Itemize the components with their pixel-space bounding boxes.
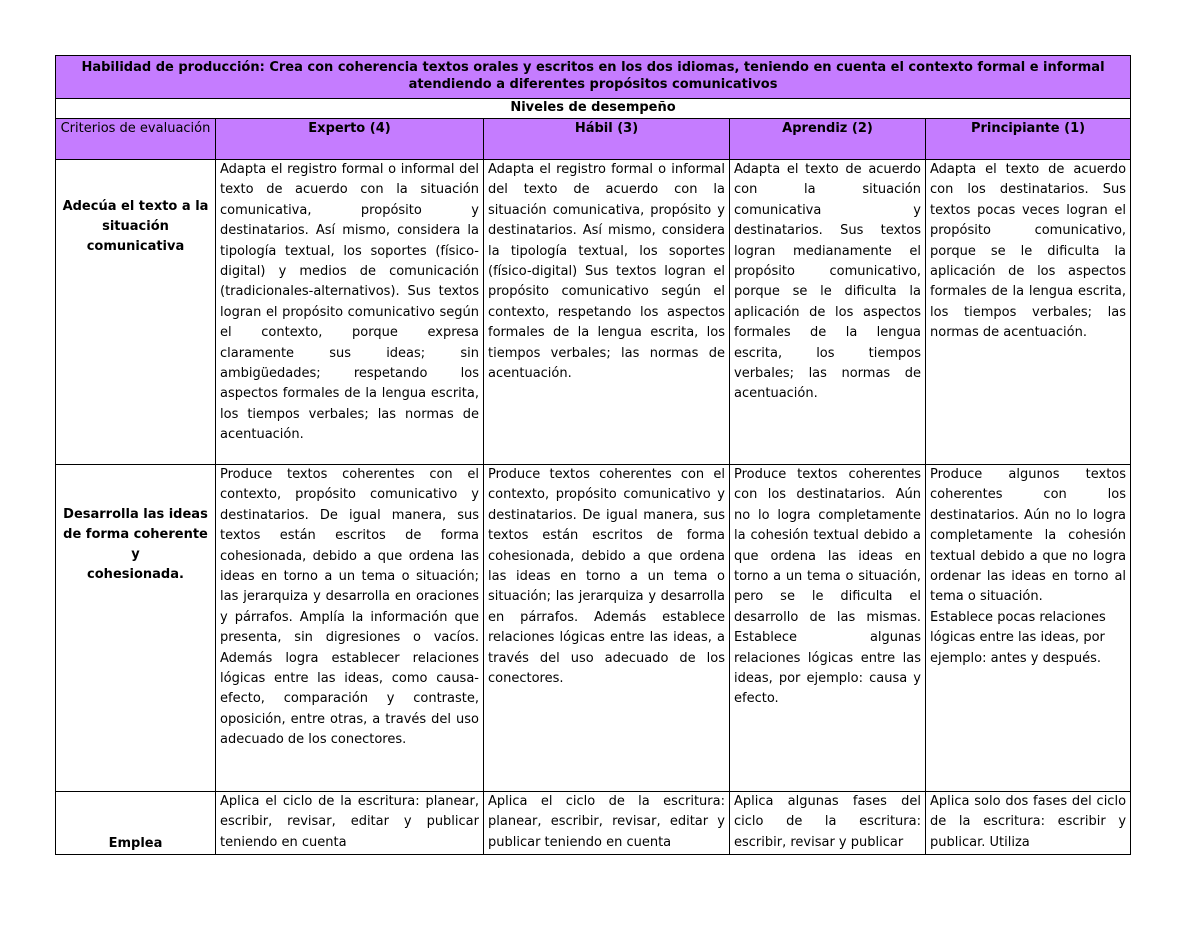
criterion-label: Adecúa el texto a la situación comunicativa [62,199,209,254]
descriptor-habil: Aplica el ciclo de la escritura: planear, escribir, revisar, editar y publicar teniendo en cuenta [484,792,730,855]
table-row [56,465,1131,792]
criterion-line: cohesionada. [87,567,184,582]
header-aprendiz: Aprendiz (2) [730,119,926,160]
criterion-label [60,465,211,585]
descriptor-principiante: Aplica solo dos fases del ciclo de la escritura: escribir y publicar. Utiliza [926,792,1131,855]
descriptor-habil: Produce textos coherentes con el contexto, propósito comunicativo y destinatarios. De igual manera, sus textos están escritos de forma cohesionada, debido a que ordena las ideas en torno a un tema o situación; las jerarquiza y desarrolla en párrafos. Además establece relaciones lógicas entre las ideas, a través del uso adecuado de los conectores. [484,465,730,792]
descriptor-paragraph: Establece pocas relaciones lógicas entre las ideas, por ejemplo: antes y después. [930,609,1106,666]
descriptor-experto: Aplica el ciclo de la escritura: planear, escribir, revisar, editar y publicar teniendo en cuenta [216,792,484,855]
title-row [56,56,1131,99]
rubric-table [55,55,1131,855]
header-principiante: Principiante (1) [926,119,1131,160]
criterion-label: Emplea [108,836,163,851]
header-row [56,119,1131,160]
table-row [56,792,1131,855]
header-habil: Hábil (3) [484,119,730,160]
descriptor-paragraph: Produce algunos textos coherentes con los destinatarios. Aún no lo logra completamente la cohesión textual debido a que no logra ordenar las ideas en torno al tema o situación. [930,467,1127,605]
criterion-line: y [131,547,140,562]
levels-row [56,99,1131,119]
descriptor-principiante: Adapta el texto de acuerdo con los destinatarios. Sus textos pocas veces logran el propósito comunicativo, porque se le dificulta la aplicación de los aspectos formales de la lengua escrita, los tiempos verbales; las normas de acentuación. [926,160,1131,465]
table-row [56,160,1131,465]
descriptor-aprendiz: Aplica algunas fases del ciclo de la escritura: escribir, revisar y publicar [730,792,926,855]
descriptor-experto: Produce textos coherentes con el contexto, propósito comunicativo y destinatarios. De igual manera, sus textos están escritos de forma cohesionada, debido a que ordena las ideas en torno a un tema o situación; las jerarquiza y desarrolla en oraciones y párrafos. Amplía la información que presenta, sin digresiones o vacíos. Además logra establecer relaciones lógicas entre las ideas, como causa-efecto, comparación y contraste, oposición, entre otras, a través del uso adecuado de los conectores. [216,465,484,792]
criterion-cell [56,160,216,465]
descriptor-aprendiz: Adapta el texto de acuerdo con la situación comunicativa y destinatarios. Sus textos logran medianamente el propósito comunicativo, porque se le dificulta la aplicación de los aspectos formales de la lengua escrita, los tiempos verbales; las normas de acentuación. [730,160,926,465]
descriptor-habil: Adapta el registro formal o informal del texto de acuerdo con la situación comunicativa, propósito y destinatarios. Así mismo, considera la tipología textual, los soportes (físico-digital) Sus textos logran el propósito comunicativo según el contexto, respetando los aspectos formales de la lengua escrita, los tiempos verbales; las normas de acentuación. [484,160,730,465]
descriptor-principiante [926,465,1131,792]
descriptor-aprendiz: Produce textos coherentes con los destinatarios. Aún no lo logra completamente la cohesión textual debido a que ordena las ideas en torno a un tema o situación, pero se le dificulta el desarrollo de las mismas. Establece algunas relaciones lógicas entre las ideas, por ejemplo: causa y efecto. [730,465,926,792]
criterion-line: de forma coherente [63,527,208,542]
criterion-cell [56,465,216,792]
levels-heading: Niveles de desempeño [56,99,1131,119]
criterion-cell [56,792,216,855]
criterion-line: Desarrolla las ideas [63,507,208,522]
header-criteria: Criterios de evaluación [56,119,216,160]
descriptor-experto: Adapta el registro formal o informal del texto de acuerdo con la situación comunicativa, propósito y destinatarios. Así mismo, considera la tipología textual, los soportes (físico-digital) y medios de comunicación (tradicionales-alternativos). Sus textos logran el propósito comunicativo según el contexto, porque expresa claramente sus ideas; sin ambigüedades; respetando los aspectos formales de la lengua escrita, los tiempos verbales; las normas de acentuación. [216,160,484,465]
rubric-title: Habilidad de producción: Crea con coherencia textos orales y escritos en los dos idiomas, teniendo en cuenta el contexto formal e informal atendiendo a diferentes propósitos comunicativos [56,56,1131,99]
header-experto: Experto (4) [216,119,484,160]
